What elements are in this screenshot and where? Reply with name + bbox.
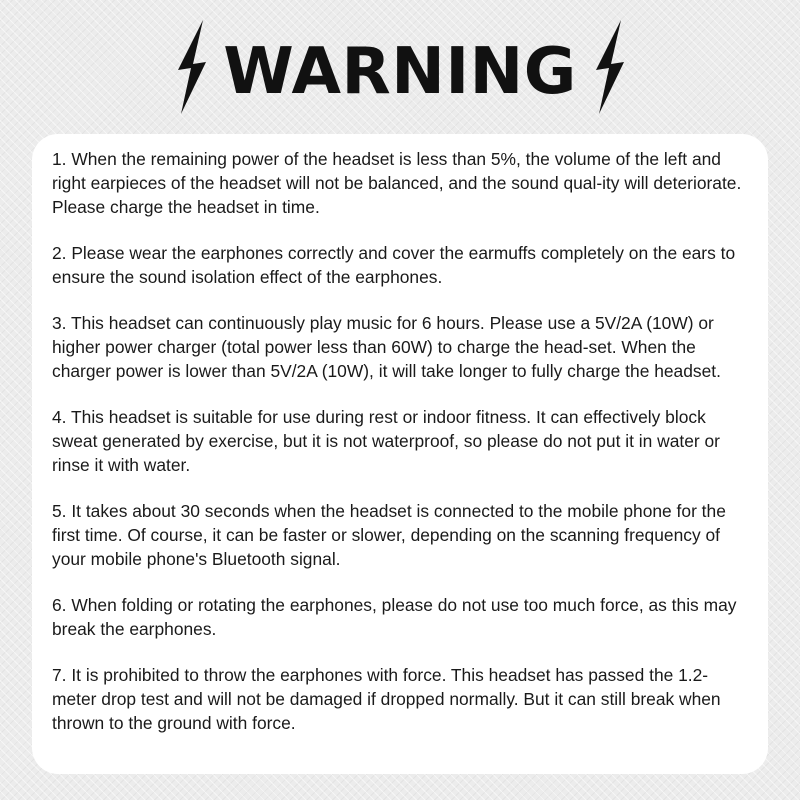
warning-item: 3. This headset can continuously play music for 6 hours. Please use a 5V/2A (10W) or higher power charger (total power less than 60W) to charge the head-set. When the charger power is lower than 5V/2A (10W), it will take longer to fully charge the headset. (52, 313, 721, 381)
warning-item: 4. This headset is suitable for use during rest or indoor fitness. It can effectively block sweat generated by exercise, but it is not waterproof, so please do not put it in water or rinse it with water. (52, 407, 720, 475)
warning-card (32, 134, 768, 774)
warning-item: 6. When folding or rotating the earphones, please do not use too much force, as this may break the earphones. (52, 595, 737, 639)
lightning-bolt-icon (590, 20, 630, 114)
warning-item: 1. When the remaining power of the headset is less than 5%, the volume of the left and right earpieces of the headset will not be balanced, and the sound qual-ity will deteriorate. Please charge the headset in time. (52, 149, 742, 217)
warning-header (0, 16, 800, 126)
lightning-bolt-icon (172, 20, 212, 114)
page-title: WARNING (223, 35, 577, 109)
warning-item: 5. It takes about 30 seconds when the headset is connected to the mobile phone for the first time. Of course, it can be faster or slower, depending on the scanning frequency of your mobile phone's Bluetooth signal. (52, 501, 726, 569)
warning-item: 2. Please wear the earphones correctly and cover the earmuffs completely on the ears to ensure the sound isolation effect of the earphones. (52, 243, 736, 287)
warning-item: 7. It is prohibited to throw the earphones with force. This headset has passed the 1.2-meter drop test and will not be damaged if dropped normally. But it can still break when thrown to the ground with force. (52, 665, 721, 733)
